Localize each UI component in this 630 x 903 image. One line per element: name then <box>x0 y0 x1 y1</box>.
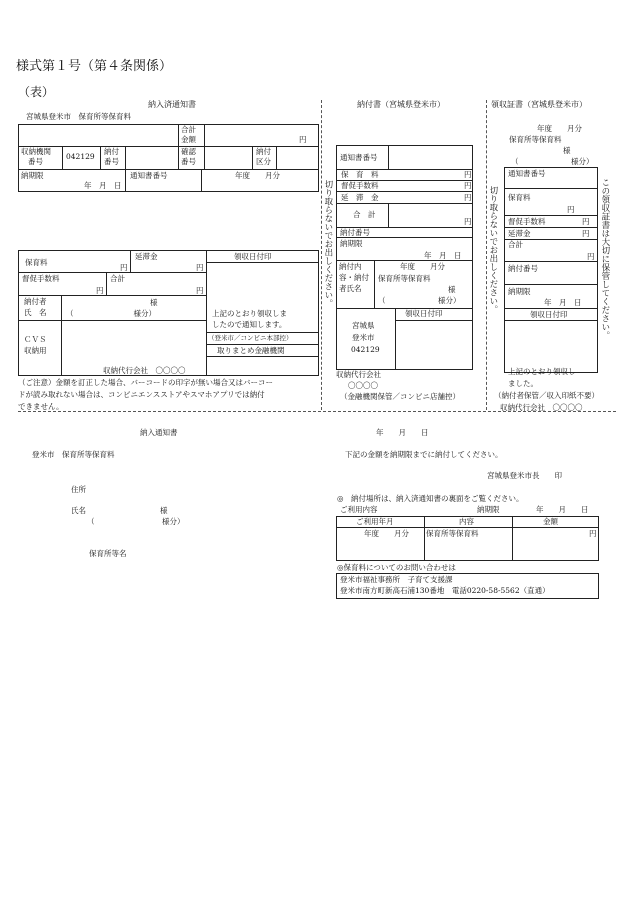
s3-hoiku-name: 保育所等保育料 <box>509 135 562 144</box>
lower-date: 年 月 日 <box>376 428 429 437</box>
s2-tokusoku: 督促手数料 <box>341 181 379 190</box>
lower-col-kingaku: 金額 <box>543 517 558 526</box>
s1-receipt-note-1: 上記のとおり領収しま <box>212 309 287 318</box>
lower-office: 登米市福祉事務所 子育て支援課 <box>340 575 453 584</box>
lower-goriyo: ご利用内容 <box>340 505 378 514</box>
s2-city: 登米市 <box>352 333 375 342</box>
s2-pref: 宮城県 <box>352 321 375 330</box>
lower-jusho: 住所 <box>71 485 86 494</box>
lower-row-yen: 円 <box>589 529 597 538</box>
s1-nendo: 年度 月分 <box>235 171 280 180</box>
lower-sama-bun: （ 様分） <box>87 517 185 526</box>
s1-receipt-note-2: したので通知します。 <box>212 320 287 329</box>
s3-tokusoku-yen: 円 <box>582 217 590 226</box>
lower-address: 登米市南方町新高石浦130番地 電話0220-58-5562（直通） <box>340 586 550 595</box>
s2-sama: 様 <box>448 285 456 294</box>
s3-nokigen-ymd: 年 月 日 <box>544 298 582 307</box>
s3-tokusoku: 督促手数料 <box>508 217 546 226</box>
lower-nokigen: 納期限 <box>477 505 500 514</box>
s2-daiko-2: 〇〇〇〇 <box>348 381 378 390</box>
s1-nofusha-1: 納付者 <box>24 297 47 306</box>
s1-recipient: 宮城県登米市 保育所等保育料 <box>26 112 131 121</box>
s1-nokigen: 納期限 <box>21 171 44 180</box>
s1-nofu-2: 番号 <box>104 157 119 166</box>
s1-ryoshu-in: 領収日付印 <box>234 252 272 261</box>
lower-title: 納入通知書 <box>140 428 178 437</box>
s1-honbu: （登米市／コンビニ本部控） <box>208 334 293 342</box>
s2-nendo: 年度 月分 <box>400 262 445 271</box>
s1-kubun-1: 納付 <box>256 147 271 156</box>
s1-kakunin-2: 番号 <box>181 157 196 166</box>
lower-col-ym: ご利用年月 <box>356 517 394 526</box>
s1-kikan-2: 番号 <box>28 157 43 166</box>
s3-hoikuryo: 保育料 <box>508 193 531 202</box>
s3-daiko: 収納代行会社 〇〇〇〇 <box>500 403 583 412</box>
s1-hoikuryo-yen: 円 <box>120 263 128 272</box>
s2-naiyo-1: 納付内 <box>339 262 362 271</box>
s1-daiko: 収納代行会社 〇〇〇〇 <box>103 366 186 375</box>
s3-goukei: 合計 <box>508 240 523 249</box>
side-label: （表） <box>18 85 55 99</box>
s1-cut-notice: 切り取らないでお出しください。 <box>322 180 333 308</box>
s1-cvs-1: ＣＶＳ <box>24 335 47 344</box>
s1-kikan-1: 収納機関 <box>21 147 51 156</box>
s2-ryoshu-in: 領収日付印 <box>405 309 443 318</box>
lower-shimei: 氏名 <box>71 506 86 515</box>
lower-sama: 様 <box>160 506 168 515</box>
lower-row-ym: 年度 月分 <box>364 529 409 538</box>
s2-sama-bun: （ 様分） <box>378 296 461 305</box>
s1-nokigen-ymd: 年 月 日 <box>84 181 122 190</box>
s3-entaikin-yen: 円 <box>582 229 590 238</box>
s1-caution-1: （ご注意）金額を訂正した場合、バーコードの印字が無い場合又はバーコー <box>18 378 273 387</box>
lower-basho: ◎ 納付場所は、納入済通知書の裏面をご覧ください。 <box>337 494 524 503</box>
s1-entaikin-yen: 円 <box>196 263 204 272</box>
s1-top-table <box>18 124 319 192</box>
s1-torimatome: 取りまとめ金融機関 <box>217 346 285 355</box>
s2-tsuchisho: 通知書番号 <box>340 153 378 162</box>
s1-tokusoku-yen: 円 <box>96 286 104 295</box>
cut-line-2 <box>486 100 487 410</box>
s2-hokan: （金融機関保管／コンビニ店舗控） <box>340 392 460 401</box>
s2-nofu-bango: 納付番号 <box>340 228 370 237</box>
s1-goukei-kingaku-1: 合計 <box>181 125 196 134</box>
lower-col-naiyo: 内容 <box>459 517 474 526</box>
lower-hoikusho-name: 保育所等名 <box>89 549 127 558</box>
s3-nendo: 年度 月分 <box>537 124 582 133</box>
s1-kakunin-1: 確認 <box>181 147 196 156</box>
s3-goukei-yen: 円 <box>587 252 595 261</box>
s2-nokigen-ymd: 年 月 日 <box>424 251 462 260</box>
s1-kubun-2: 区分 <box>256 157 271 166</box>
lower-toiawase: ◎保育料についてのお問い合わせは <box>337 563 456 572</box>
s2-naiyo-2: 容・納付 <box>339 273 369 282</box>
cut-line-1 <box>321 100 322 410</box>
s3-ryoshu-in: 領収日付印 <box>530 310 568 319</box>
s3-nokigen: 納期限 <box>508 287 531 296</box>
s3-tsuchisho: 通知書番号 <box>508 169 546 178</box>
s2-goukei: 合 計 <box>353 210 376 219</box>
s3-sama-bun: （ 様分） <box>511 157 594 166</box>
lower-recipient: 登米市 保育所等保育料 <box>32 450 115 459</box>
s2-code: 042129 <box>351 345 380 354</box>
s2-goukei-yen: 円 <box>464 217 472 226</box>
s1-title: 納入済通知書 <box>148 100 196 109</box>
s3-nofu-bango: 納付番号 <box>508 264 538 273</box>
s2-entai-yen: 円 <box>464 193 472 202</box>
s3-receipt-1: 上記のとおり領収し <box>508 367 576 376</box>
s1-kikan-no: 042129 <box>66 152 95 161</box>
s1-caution-3: できません。 <box>18 402 64 411</box>
s1-goukei: 合計 <box>110 274 125 283</box>
s3-keep-notice: この領収証書は大切に保管してください。 <box>599 178 610 340</box>
s2-cut-notice: 切り取らないでお出しください。 <box>487 186 498 314</box>
s1-sama-bun: （ 様分） <box>66 309 156 318</box>
lower-pay-note: 下記の金額を納期限までに納付してください。 <box>345 450 503 459</box>
lower-row-naiyo: 保育所等保育料 <box>426 529 479 538</box>
s1-hoikuryo: 保育料 <box>25 258 48 267</box>
s2-title: 納付書（宮城県登米市） <box>357 100 445 109</box>
s1-cvs-2: 収納用 <box>24 346 47 355</box>
s1-caution-2: ドが読み取れない場合は、コンビニエンスストアやスマホアプリでは納付 <box>18 390 265 399</box>
form-number: 様式第１号（第４条関係） <box>16 59 173 74</box>
s2-hoiku-name: 保育所等保育料 <box>378 274 431 283</box>
s1-nofu-1: 納付 <box>104 147 119 156</box>
s3-sama: 様 <box>563 146 571 155</box>
s1-entaikin: 延滞金 <box>135 252 158 261</box>
s2-hoikuryo: 保 育 料 <box>341 170 379 179</box>
lower-nokigen-ymd: 年 月 日 <box>536 505 589 514</box>
s2-daiko-1: 収納代行会社 <box>336 370 381 379</box>
s1-sama: 様 <box>150 298 158 307</box>
s2-tokusoku-yen: 円 <box>464 181 472 190</box>
lower-mayor: 宮城県登米市長 印 <box>487 471 562 480</box>
s1-goukei-kingaku-2: 金額 <box>181 135 196 144</box>
s3-receipt-2: ました。 <box>508 379 538 388</box>
s3-hoikuryo-yen: 円 <box>567 205 575 214</box>
s2-naiyo-3: 者氏名 <box>339 284 362 293</box>
s3-hokan: （納付者保管／収入印紙不要） <box>494 391 599 400</box>
s1-goukei-yen: 円 <box>299 135 307 144</box>
s2-nokigen: 納期限 <box>340 239 363 248</box>
s1-nofusha-2: 氏 名 <box>24 308 47 317</box>
s1-tsuchisho: 通知書番号 <box>130 171 168 180</box>
s2-entai: 延 滞 金 <box>341 193 379 202</box>
s1-goukei-yen-2: 円 <box>196 286 204 295</box>
s2-hoikuryo-yen: 円 <box>464 170 472 179</box>
s3-title: 領収証書（宮城県登米市） <box>491 100 587 109</box>
s3-entaikin: 延滞金 <box>508 229 531 238</box>
s1-tokusoku: 督促手数料 <box>22 274 60 283</box>
